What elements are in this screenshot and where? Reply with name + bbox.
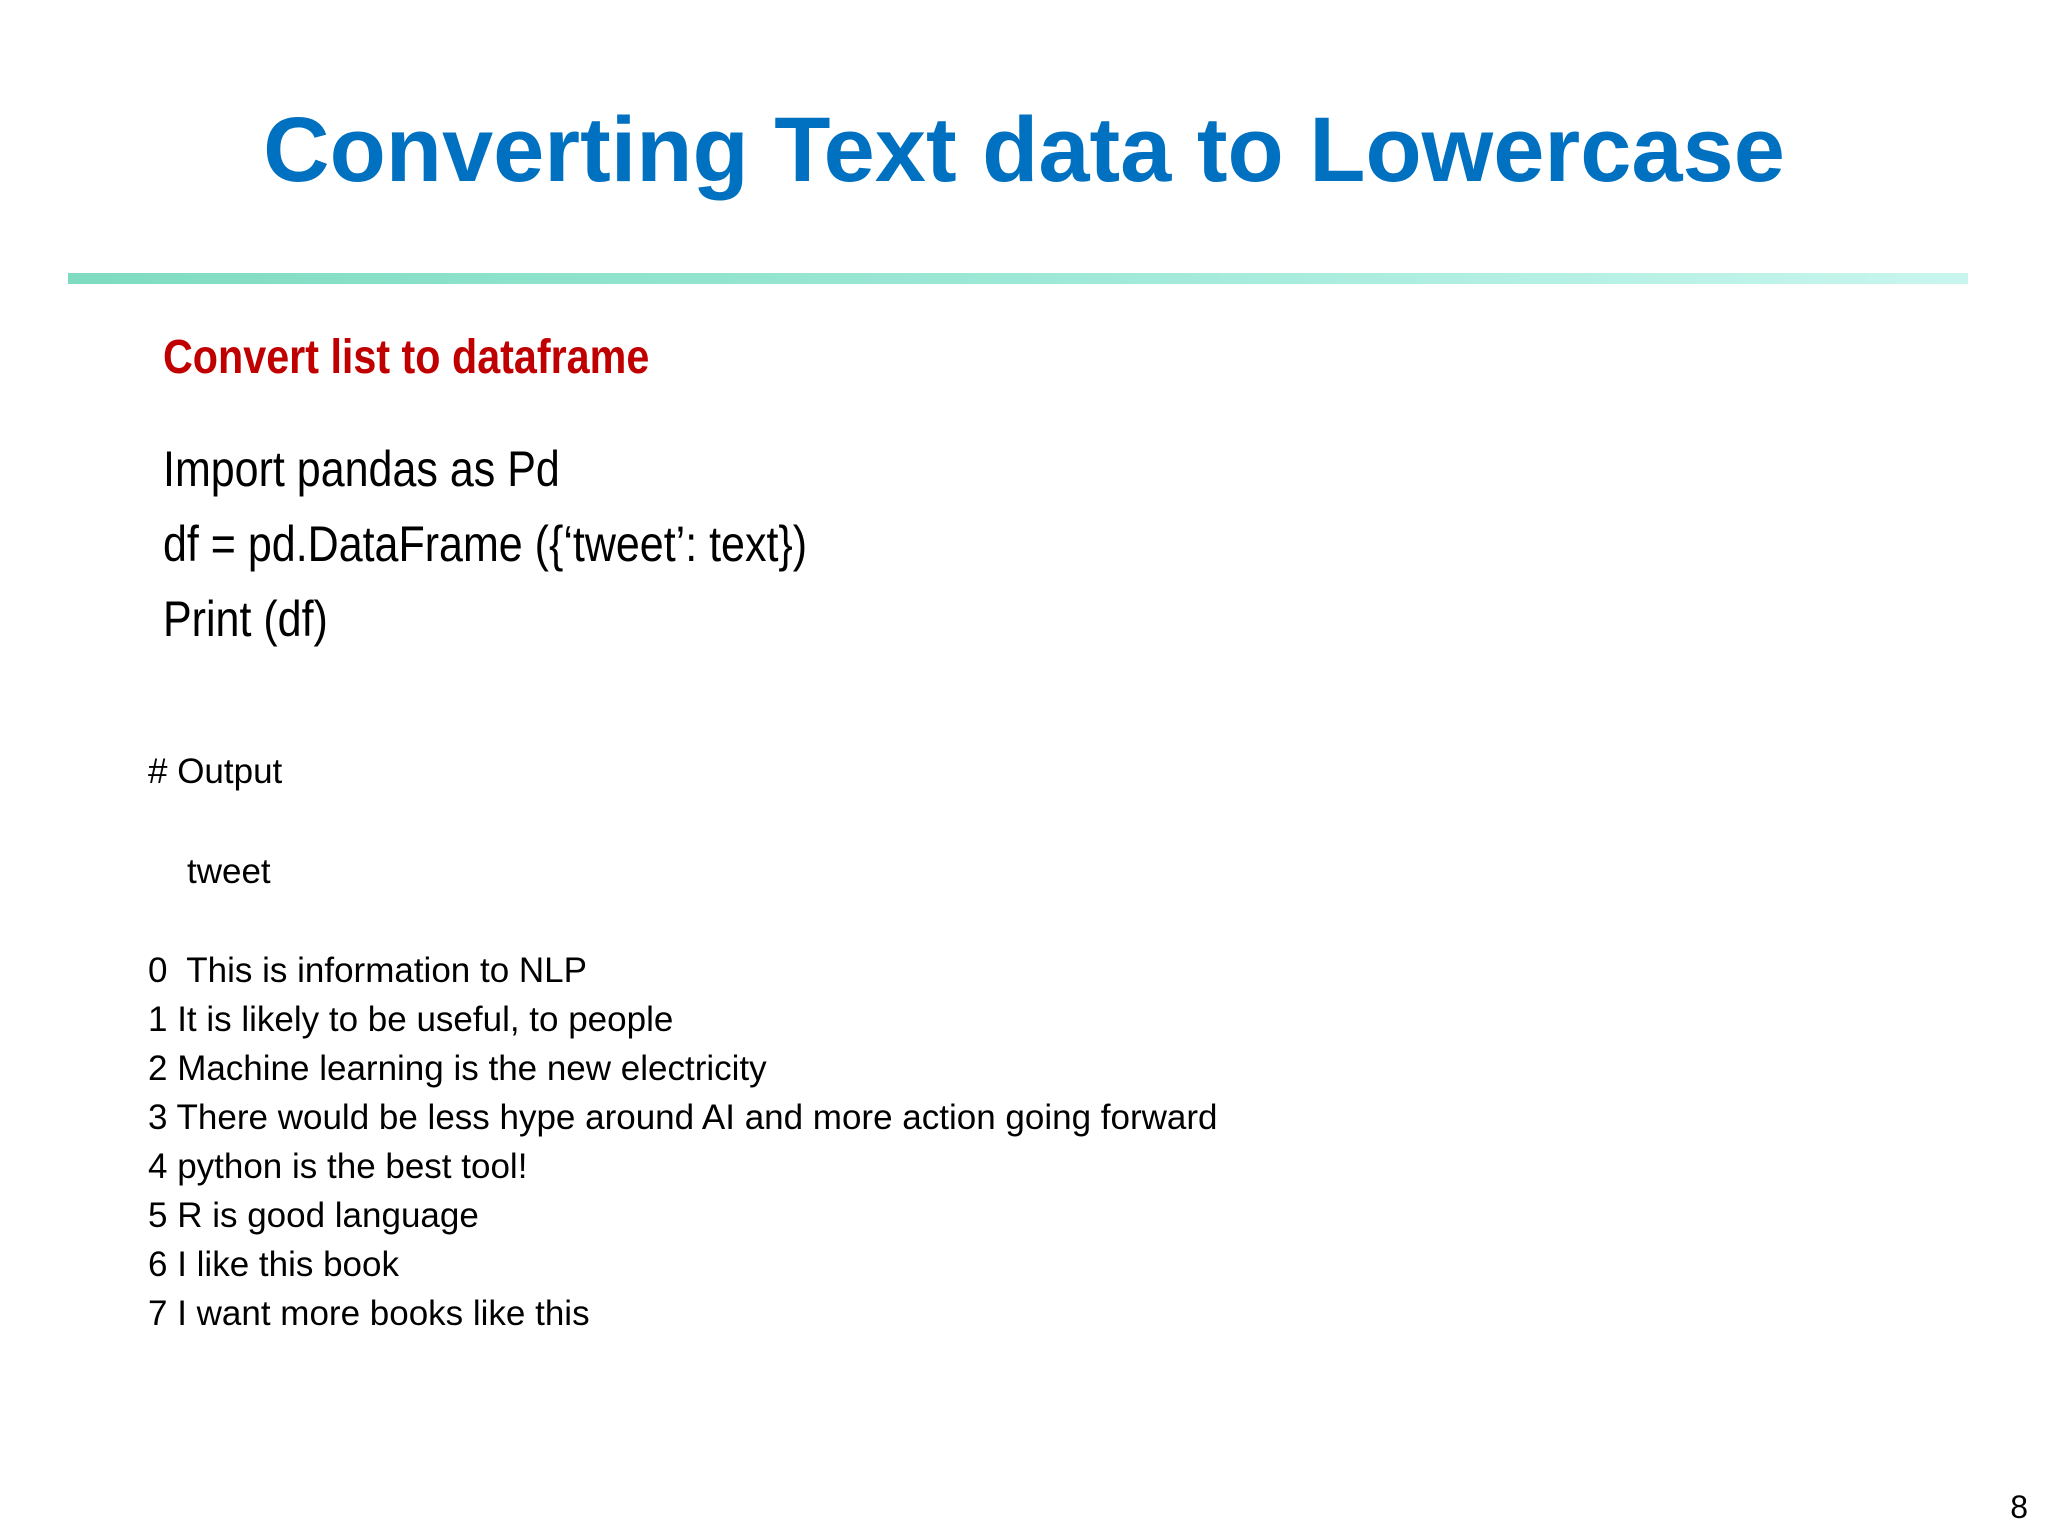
title-divider	[68, 273, 1968, 284]
section-heading: Convert list to dataframe	[163, 331, 650, 384]
output-rows	[148, 946, 1217, 1338]
output-row: 2 Machine learning is the new electricity	[148, 1049, 767, 1088]
slide-title: Converting Text data to Lowercase	[263, 99, 1785, 201]
code-block	[163, 432, 912, 657]
page-number: 8	[2010, 1489, 2028, 1525]
output-row: 4 python is the best tool!	[148, 1147, 528, 1186]
output-row: 7 I want more books like this	[148, 1294, 590, 1333]
output-label: # Output	[148, 752, 283, 791]
column-header: tweet	[187, 852, 271, 891]
output-row: 1 It is likely to be useful, to people	[148, 1000, 674, 1039]
code-line: Print (df)	[163, 591, 328, 647]
code-line: Import pandas as Pd	[163, 441, 560, 497]
output-row: 6 I like this book	[148, 1245, 399, 1284]
code-line: df = pd.DataFrame ({‘tweet’: text})	[163, 516, 808, 572]
output-row: 5 R is good language	[148, 1196, 479, 1235]
output-row: 3 There would be less hype around AI and more action going forward	[148, 1098, 1218, 1137]
output-row: 0 This is information to NLP	[148, 951, 587, 990]
